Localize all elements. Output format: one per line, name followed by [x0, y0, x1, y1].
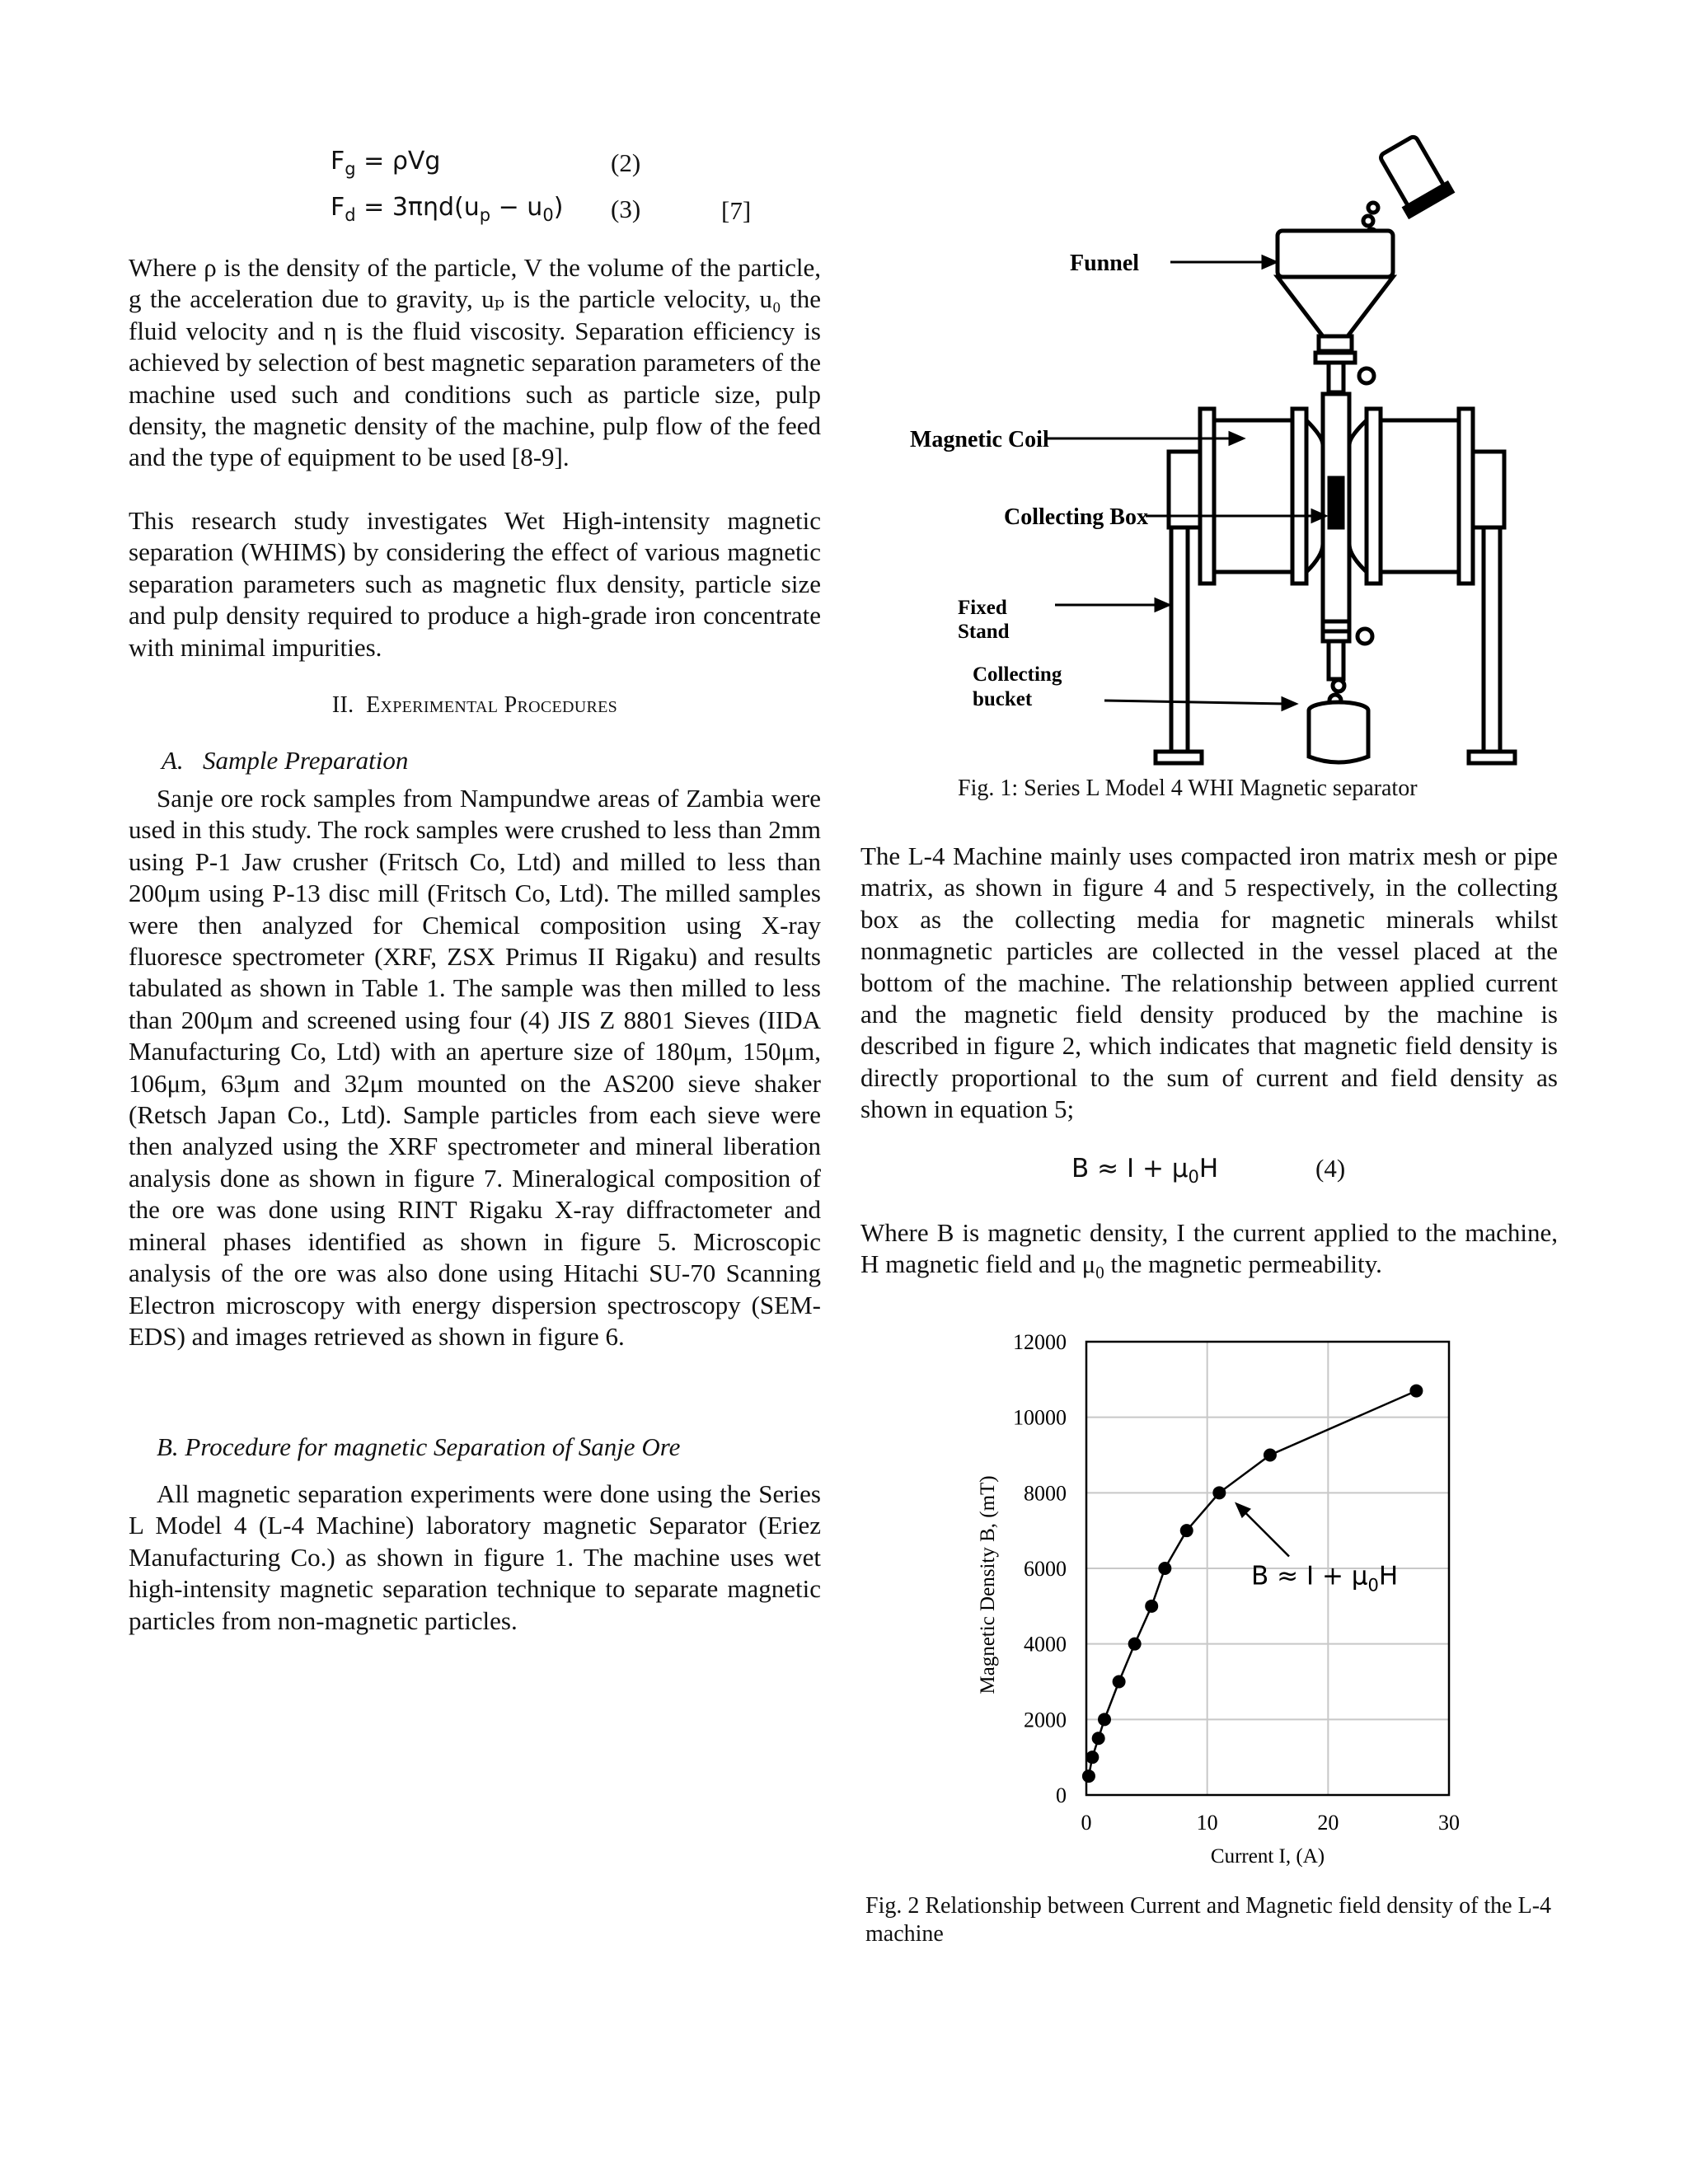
y-tick-label: 10000 [1013, 1405, 1067, 1430]
coil-inner-left [1292, 409, 1306, 583]
x-tick-label: 10 [1196, 1811, 1218, 1835]
collecting-matrix [1329, 478, 1343, 527]
equation-4: $B \approx I + \mu_0H$ [1071, 1154, 1219, 1188]
drip [1333, 680, 1344, 691]
data-point [1113, 1675, 1126, 1689]
x-tick-label: 30 [1438, 1811, 1460, 1835]
subheading-a: A. Sample Preparation [162, 746, 409, 775]
side-block-right [1473, 452, 1504, 527]
data-point [1264, 1449, 1277, 1462]
label-magnetic-coil: Magnetic Coil [910, 427, 1049, 452]
data-point [1212, 1486, 1226, 1499]
funnel-neck [1319, 336, 1352, 351]
data-point [1085, 1750, 1099, 1764]
lower-valve-knob [1357, 629, 1372, 644]
paragraph-sample-preparation: Sanje ore rock samples from Nampundwe areas of Zambia were used in this study. The rock samples were crushed to less than 2mm using P-1 Jaw crusher (Fritsch Co, Ltd) and milled to less than 200μm using P-13 disc mill (Fritsch Co, Ltd). The milled samples were then analyzed for Chemical composition using X-ray fluoresce spectrometer (XRF, ZSX Primus II Rigaku) and results tabulated as shown in Table 1. The sample was then milled to less than 200μm and screened using four (4) JIS Z 8801 Sieves (IIDA Manufacturing Co, Ltd) with an aperture size of 180μm, 150μm, 106μm, 63μm and 32μm mounted on the AS200 sieve shaker (Retsch Japan Co., Ltd). Sample particles from each sieve were then analyzed using the XRF spectrometer and mineral liberation analysis done as shown in figure 7. Mineralogical composition of the ore was done using RINT Rigaku X-ray diffractometer and mineral phases identified as shown in figure 5. Microscopic analysis of the ore was also done using Hitachi SU-70 Scanning Electron microscopy with energy dispersion spectroscopy (SEM-EDS) and images retrieved as shown in figure 6. [129, 784, 821, 1351]
equation-block [331, 142, 792, 241]
arrow-collecting-bucket [1104, 701, 1286, 704]
annotation-text: $B \approx I + \mu_0H$ [1251, 1561, 1399, 1596]
data-point [1092, 1732, 1105, 1745]
upper-pipe [1329, 363, 1343, 392]
section-heading: II. Experimental Procedures [331, 692, 618, 718]
data-point [1145, 1600, 1158, 1613]
stand-foot-left [1156, 752, 1202, 763]
paragraph-where-b: Where B is magnetic density, I the current applied to the machine, H magnetic field and $\mu_0$ the magnetic permeability. [860, 1218, 1558, 1283]
lower-ring [1323, 621, 1349, 631]
x-tick-label: 0 [1081, 1811, 1092, 1835]
figure-2-chart [940, 1319, 1517, 1879]
coil-outer-right [1459, 409, 1473, 583]
equation-2: $F_g = \rho Vg$ [331, 147, 441, 179]
figure-2-caption: Fig. 2 Relationship between Current and Magnetic field density of the L-4 machine [865, 1893, 1552, 1947]
falling-particle [1368, 203, 1378, 213]
funnel-top [1278, 231, 1393, 277]
equation-3-number: (3) [611, 194, 641, 223]
label-collecting: Collecting [973, 663, 1062, 686]
paragraph-research: This research study investigates Wet High-intensity magnetic separation (WHIMS) by considering the effect of various magnetic separation parameters such as magnetic flux density, particle size and pulp density required to produce a high-grade iron concentrate with minimal impurities. [129, 506, 821, 662]
label-funnel: Funnel [1070, 251, 1140, 276]
paragraph-l4-machine: The L-4 Machine mainly uses compacted iron matrix mesh or pipe matrix, as shown in figure 4 and 5 respectively, in the collecting box as the collecting media for magnetic minerals whilst nonmagnetic particles are collected in the vessel placed at the bottom of the machine. The relationship between applied current and the magnetic field density produced by the machine is described in figure 2, which indicates that magnetic field density is directly proportional to the sum of current and field density as shown in equation 5; [860, 841, 1558, 1124]
label-bucket: bucket [973, 688, 1033, 710]
subheading-b: B. Procedure for magnetic Separation of Sanje Ore [157, 1432, 681, 1461]
label-fixed: Fixed [958, 597, 1007, 619]
chart-labels [977, 1330, 1460, 1868]
data-point [1082, 1769, 1095, 1783]
lower-pipe [1329, 641, 1343, 679]
bucket-body [1309, 710, 1368, 762]
stand-foot-right [1469, 752, 1515, 763]
data-point [1128, 1638, 1142, 1651]
coil-body-left [1214, 420, 1292, 572]
coil-inner-right [1367, 409, 1381, 583]
x-axis-title: Current I, (A) [1210, 1845, 1325, 1868]
coil-outer-left [1200, 409, 1214, 583]
y-tick-label: 2000 [1024, 1708, 1067, 1732]
stand-left [1171, 527, 1188, 758]
stand-right [1484, 527, 1500, 758]
data-point [1180, 1524, 1193, 1537]
label-stand: Stand [958, 621, 1010, 643]
label-collecting-box: Collecting Box [1004, 504, 1148, 530]
y-tick-label: 0 [1056, 1783, 1067, 1807]
y-tick-label: 4000 [1024, 1632, 1067, 1657]
equation-2-number: (2) [611, 148, 641, 177]
x-tick-label: 20 [1317, 1811, 1339, 1835]
falling-particle [1363, 216, 1373, 226]
data-point [1409, 1385, 1423, 1398]
y-axis-title: Magnetic Density B, (mT) [977, 1475, 999, 1694]
equation-4-number: (4) [1315, 1154, 1346, 1183]
pouring-cup [1376, 134, 1452, 217]
paragraph-procedure: All magnetic separation experiments were done using the Series L Model 4 (L-4 Machine) laboratory magnetic Separator (Eriez Manufacturing Co.) as shown in figure 1. The machine uses wet high-intensity magnetic separation technique to separate magnetic particles from non-magnetic particles. [129, 1479, 821, 1635]
equation-3: $F_d = 3\pi\eta d(u_p - u_0)$ [331, 193, 564, 225]
valve-knob [1359, 368, 1374, 383]
y-tick-label: 8000 [1024, 1481, 1067, 1506]
paragraph-where: Where ρ is the density of the particle, V the volume of the particle, g the acceleration due to gravity, uₚ is the particle velocity, u₀ the fluid velocity and η is the fluid viscosity. Separation efficiency is achieved by selection of best magnetic separation parameters of the machine used such and conditions such as particle size, pulp density, the magnetic density of the machine, pulp flow of the feed and the type of equipment to be used [8-9]. [129, 253, 821, 472]
equation-3-reference: [7] [721, 196, 752, 225]
data-point [1158, 1562, 1171, 1575]
figure-1-diagram [907, 132, 1566, 775]
figure-1-caption: Fig. 1: Series L Model 4 WHI Magnetic separator [958, 776, 1418, 801]
data-point [1098, 1713, 1111, 1726]
y-tick-label: 12000 [1013, 1330, 1067, 1354]
y-tick-label: 6000 [1024, 1557, 1067, 1581]
funnel-cone [1278, 277, 1393, 336]
coil-body-right [1381, 420, 1459, 572]
